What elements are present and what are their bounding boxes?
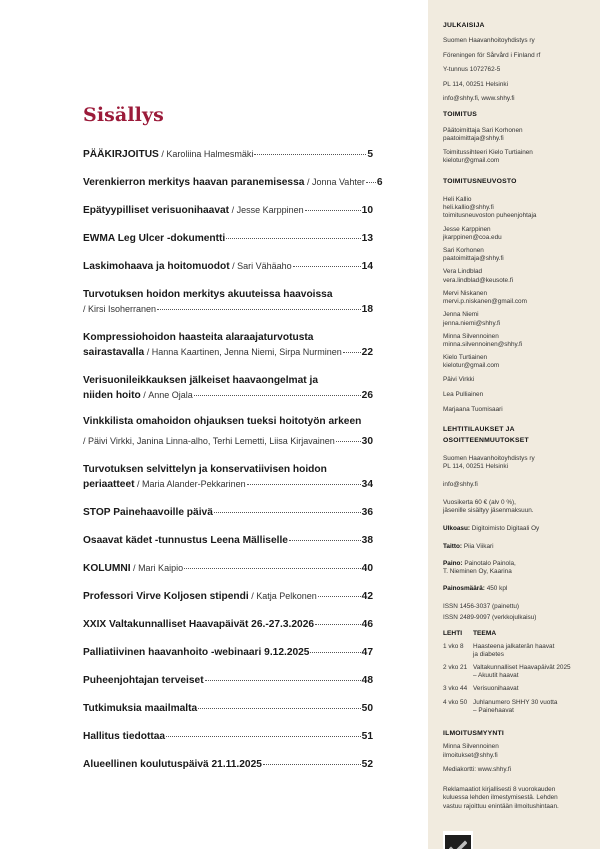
- toc-entry-title: EWMA Leg Ulcer -dokumentti: [83, 233, 226, 244]
- toc-entry-separator: /: [83, 436, 89, 446]
- editor-in-chief: [443, 127, 593, 143]
- credit-typesetting-label: Taitto:: [443, 542, 463, 550]
- subscriptions-heading-line2: OSOITTEENMUUTOKSET: [443, 436, 529, 444]
- toc-entry: [83, 561, 373, 576]
- toc-dot-leader: [336, 441, 361, 442]
- issue-schedule-table: [443, 630, 593, 720]
- credit-layout-value: Digitoimisto Digitaali Oy: [471, 525, 540, 533]
- toc-entry-title: Laskimohaava ja hoitomuodot: [83, 261, 230, 272]
- toc-entry-author: Jonna Vahter: [311, 177, 365, 187]
- toc-entry-line: [83, 729, 373, 744]
- toc-entry-page: 51: [361, 731, 373, 742]
- toc-entry-title: Epätyypilliset verisuonihaavat: [83, 205, 230, 216]
- issue-number: 1 vko 8: [443, 642, 464, 650]
- toc-entry-line: [83, 701, 373, 716]
- toc-entry-line: [83, 147, 373, 162]
- publisher-heading: JULKAISIJA: [443, 22, 485, 29]
- price-line: Vuosikerta 60 € (alv 0 %),: [443, 498, 516, 506]
- board-member: [443, 333, 593, 349]
- credit-print-value: Painotalo Painola,: [464, 559, 516, 567]
- toc-dot-leader: [318, 596, 361, 597]
- issue-theme-line-2: – Painehaavat: [473, 706, 514, 714]
- toc-entry-page: 52: [361, 759, 373, 770]
- toc-entry: [83, 729, 373, 744]
- credit-layout: [443, 525, 593, 533]
- issue-theme: [473, 664, 593, 685]
- toc-entry-separator: /: [248, 591, 257, 601]
- toc-entry-page: 50: [361, 703, 373, 714]
- toc-entry-author: Hanna Kaartinen, Jenna Niemi, Sirpa Nurminen: [151, 347, 342, 357]
- board-member: [443, 391, 593, 399]
- editorial-secretary: [443, 149, 593, 165]
- theme-column-header: TEEMA: [473, 630, 497, 638]
- credit-typesetting: [443, 543, 593, 551]
- subscriptions-postal: PL 114, 00251 Helsinki: [443, 463, 509, 471]
- credit-run-label: Painosmäärä:: [443, 585, 485, 593]
- toc-entry: [83, 175, 383, 190]
- toc-entry-line: [83, 175, 383, 190]
- editor-in-chief-name: Päätoimittaja Sari Korhonen: [443, 126, 523, 134]
- board-member-name: Sari Korhonen: [443, 247, 484, 255]
- toc-entry-page: 10: [361, 205, 373, 216]
- toc-entry-line: [83, 388, 373, 403]
- toc-entry: [83, 645, 373, 660]
- toc-entry-separator: /: [134, 479, 143, 489]
- toc-entry-page: 14: [361, 261, 373, 272]
- toc-entry-title-line: Turvotuksen hoidon merkitys akuuteissa haavoissa: [83, 289, 333, 300]
- toc-entry-page: 40: [361, 563, 373, 574]
- editorial-heading: TOIMITUS: [443, 111, 477, 119]
- toc-entry-page: 22: [361, 347, 373, 358]
- toc-entry-line: [83, 434, 373, 449]
- board-member: [443, 290, 593, 306]
- toc-entry-page: 47: [361, 647, 373, 658]
- toc-entry-title-line: Vinkkilista omahoidon ohjauksen tueksi hoitotyön arkeen: [83, 416, 362, 427]
- credit-run-value: 450 kpl: [486, 585, 508, 593]
- toc-title: Sisällys: [83, 104, 164, 126]
- toc-entry-title: periaatteet: [83, 479, 135, 490]
- toc-entry-line: [83, 302, 373, 317]
- board-member-email: heli.kallio@shhy.fi: [443, 204, 494, 212]
- business-id: Y-tunnus 1072762-5: [443, 66, 501, 74]
- toc-dot-leader: [166, 736, 361, 737]
- issue-row: [443, 664, 593, 685]
- board-member-name: Jenna Niemi: [443, 311, 479, 319]
- board-member: [443, 268, 593, 284]
- toc-dot-leader: [194, 395, 361, 396]
- toc-entry-line: [83, 477, 373, 492]
- complaints-line-1: Reklamaatiot kirjallisesti 8 vuorokauden: [443, 786, 556, 794]
- publisher-contact: info@shhy.fi, www.shhy.fi: [443, 95, 515, 103]
- toc-entry-author: Katja Pelkonen: [256, 591, 317, 601]
- complaints-note: [443, 786, 593, 811]
- credit-print: [443, 560, 593, 576]
- toc-dot-leader: [293, 266, 361, 267]
- issue-number: 3 vko 44: [443, 685, 468, 693]
- credit-print-label: Paino:: [443, 559, 463, 567]
- board-member-email: kielotur@gmail.com: [443, 362, 500, 370]
- toc-dot-leader: [263, 764, 361, 765]
- colophon-panel: [428, 0, 600, 849]
- toc-entry: [83, 617, 373, 632]
- subscriptions-address: [443, 455, 593, 471]
- toc-entry: [83, 147, 373, 162]
- toc-dot-leader: [157, 309, 361, 310]
- toc-entry-separator: /: [140, 390, 149, 400]
- board-member: [443, 354, 593, 370]
- toc-entry: [83, 414, 373, 449]
- toc-entry-author: Karoliina Halmesmäki: [166, 149, 254, 159]
- editorial-secretary-name: Toimitussihteeri Kielo Turtiainen: [443, 149, 533, 157]
- toc-entry-page: 42: [361, 591, 373, 602]
- board-member-name: Kielo Turtiainen: [443, 354, 488, 362]
- board-member: [443, 406, 593, 414]
- issue-row: [443, 685, 593, 698]
- toc-dot-leader: [254, 154, 366, 155]
- toc-entry-page: 26: [361, 390, 373, 401]
- board-member: [443, 196, 593, 221]
- board-member-email: mervi.p.niskanen@gmail.com: [443, 298, 527, 306]
- toc-entry-author: Päivi Virkki, Janina Linna-alho, Terhi Lemetti, Liisa Kirjavainen: [88, 436, 335, 446]
- ad-sales-section: [443, 730, 593, 774]
- toc-entry: [83, 701, 373, 716]
- issue-number: 2 vko 21: [443, 664, 468, 671]
- toc-entry: [83, 231, 373, 246]
- editor-in-chief-email: paatoimittaja@shhy.fi: [443, 135, 504, 143]
- price-note: jäsenille sisältyy jäsenmaksuun.: [443, 506, 534, 514]
- toc-entry-title: Hallitus tiedottaa: [83, 731, 166, 742]
- toc-entry-line: [83, 561, 373, 576]
- board-list: [443, 196, 593, 414]
- complaints-line-2: kuluessa lehden ilmestymisestä. Lehden: [443, 794, 558, 802]
- toc-entry-page: 38: [361, 535, 373, 546]
- toc-dot-leader: [226, 238, 360, 239]
- toc-entry-line: [83, 673, 373, 688]
- issue-column-header: LEHTI: [443, 630, 463, 638]
- toc-entry: [83, 330, 373, 360]
- toc-entry-title-line: Kompressiohoidon haasteita alaraajaturvotusta: [83, 332, 314, 343]
- toc-entry-line: [83, 645, 373, 660]
- issue-theme: [473, 643, 593, 664]
- toc-dot-leader: [305, 210, 361, 211]
- toc-entry-separator: /: [144, 347, 152, 357]
- editorial-secretary-email: kielotur@gmail.com: [443, 157, 500, 165]
- board-section: [443, 178, 593, 414]
- toc-dot-leader: [205, 680, 361, 681]
- issue-theme-line-1: Juhlanumero SHHY 30 vuotta: [473, 698, 558, 706]
- checkmark-icon: [445, 835, 471, 849]
- toc-entry: [83, 505, 373, 520]
- toc-entry-title: Professori Virve Koljosen stipendi: [83, 591, 249, 602]
- board-member-name: Lea Pulliainen: [443, 390, 484, 398]
- toc-entry: [83, 533, 373, 548]
- toc-entry-author: Mari Kaipio: [138, 563, 184, 573]
- toc-entry-title: Tutkimuksia maailmalta: [83, 703, 198, 714]
- toc-entry: [83, 259, 373, 274]
- toc-dot-leader: [315, 624, 361, 625]
- board-member-email: paatoimittaja@shhy.fi: [443, 255, 504, 263]
- toc-entry-title: XXIX Valtakunnalliset Haavapäivät 26.-27.3.2026: [83, 619, 315, 630]
- toc-entry-title: PÄÄKIRJOITUS: [83, 149, 159, 160]
- toc-entry: [83, 462, 373, 492]
- subscriptions-section: [443, 426, 593, 515]
- toc-dot-leader: [214, 512, 361, 513]
- issn-online: ISSN 2489-9097 (verkkojulkaisu): [443, 613, 537, 621]
- toc-entry-separator: /: [83, 304, 89, 314]
- toc-entry-title: Puheenjohtajan terveiset: [83, 675, 204, 686]
- toc-entry-title: Osaavat kädet -tunnustus Leena Mälliselle: [83, 535, 288, 546]
- toc-dot-leader: [198, 708, 360, 709]
- subscription-price: [443, 499, 593, 515]
- toc-entry-page: 48: [361, 675, 373, 686]
- toc-dot-leader: [247, 484, 361, 485]
- toc-entry-title-line: Verisuonileikkauksen jälkeiset haavaongelmat ja: [83, 375, 318, 386]
- board-member-name: Jesse Karppinen: [443, 225, 491, 233]
- board-member-email: minna.silvennoinen@shhy.fi: [443, 340, 523, 348]
- toc-entry-page: 36: [361, 507, 373, 518]
- toc-entry-title-line: Turvotuksen selvittelyn ja konservatiivisen hoidon: [83, 464, 327, 475]
- toc-dot-leader: [366, 182, 376, 183]
- issue-number: 4 vko 50: [443, 698, 468, 706]
- publisher-name: Suomen Haavanhoitoyhdistys ry: [443, 37, 535, 45]
- toc-entry-line: [83, 259, 373, 274]
- board-member: [443, 376, 593, 384]
- toc-entry-separator: /: [229, 261, 238, 271]
- toc-entry-line: [83, 505, 373, 520]
- toc-entry-page: 18: [361, 304, 373, 315]
- board-member-name: Vera Lindblad: [443, 268, 483, 276]
- toc-entry-title: KOLUMNI: [83, 563, 131, 574]
- toc-entry-separator: /: [130, 563, 139, 573]
- toc-entry-separator: /: [158, 149, 167, 159]
- toc-entry-author: Kirsi Isoherranen: [88, 304, 157, 314]
- subscriptions-heading-line1: LEHTITILAUKSET JA: [443, 426, 515, 434]
- board-member: [443, 226, 593, 242]
- board-member-email: jenna.niemi@shhy.fi: [443, 319, 501, 327]
- table-of-contents: [83, 104, 383, 772]
- toc-entry: [83, 287, 373, 317]
- toc-entry-page: 34: [361, 479, 373, 490]
- toc-entry-line: [83, 203, 373, 218]
- publisher-section: [443, 22, 593, 103]
- issue-row: [443, 699, 593, 720]
- toc-entry-author: Jesse Karppinen: [236, 205, 304, 215]
- toc-entry-line: [83, 757, 373, 772]
- issn-block: [443, 603, 593, 622]
- credit-print-run: [443, 585, 593, 593]
- board-member-email: vera.lindblad@keusote.fi: [443, 276, 514, 284]
- board-member-name: Päivi Virkki: [443, 375, 475, 383]
- credit-layout-label: Ulkoasu:: [443, 525, 470, 533]
- toc-entry-page: 46: [361, 619, 373, 630]
- toc-entry-line: [83, 617, 373, 632]
- toc-entry-author: Anne Ojala: [148, 390, 193, 400]
- toc-entry-author: Sari Vähäaho: [237, 261, 292, 271]
- media-kit: Mediakortti: www.shhy.fi: [443, 765, 512, 773]
- board-member-name: Mervi Niskanen: [443, 289, 488, 297]
- toc-entry-title: niiden hoito: [83, 390, 141, 401]
- ad-sales-email: ilmoitukset@shhy.fi: [443, 751, 498, 759]
- board-member-role: toimitusneuvoston puheenjohtaja: [443, 212, 537, 220]
- toc-dot-leader: [343, 352, 361, 353]
- credits-section: [443, 525, 593, 622]
- complaints-line-3: vastuu rajoittuu enintään ilmoitushintaan.: [443, 802, 559, 810]
- publisher-name-swedish: Föreningen för Sårvård i Finland rf: [443, 51, 541, 59]
- responsible-journalism-badge: [443, 831, 473, 849]
- toc-entry-page: 5: [367, 149, 373, 160]
- ad-sales-contact: [443, 743, 593, 759]
- issue-theme-line-2: ja diabetes: [473, 650, 504, 658]
- toc-entry-line: [83, 533, 373, 548]
- toc-dot-leader: [289, 540, 361, 541]
- board-member: [443, 311, 593, 327]
- board-member: [443, 247, 593, 263]
- ad-sales-name: Minna Silvennoinen: [443, 743, 499, 751]
- toc-entry: [83, 757, 373, 772]
- issue-theme-line-1: Haasteena jalkaterän haavat: [473, 642, 555, 650]
- subscriptions-org: Suomen Haavanhoitoyhdistys ry: [443, 454, 535, 462]
- toc-entry-page: 30: [361, 436, 373, 447]
- toc-entry-page: 6: [376, 177, 383, 188]
- credit-typesetting-value: Piia Viikari: [463, 542, 494, 550]
- toc-entry-title: Palliatiivinen haavanhoito -webinaari 9.12.2025: [83, 647, 310, 658]
- toc-entry-separator: /: [304, 177, 312, 187]
- board-heading: TOIMITUSNEUVOSTO: [443, 177, 517, 185]
- toc-entry-page: 13: [361, 233, 373, 244]
- credit-print-value-2: T. Nieminen Oy, Kaarina: [443, 568, 512, 576]
- toc-entry: [83, 673, 373, 688]
- toc-entry-title: Verenkierron merkitys haavan paranemisessa: [83, 177, 305, 188]
- toc-entry-separator: /: [229, 205, 237, 215]
- toc-entry-line: [83, 345, 373, 360]
- publisher-address: PL 114, 00251 Helsinki: [443, 80, 509, 88]
- board-member-name: Minna Silvennoinen: [443, 332, 499, 340]
- toc-entry: [83, 203, 373, 218]
- issue-theme-line-1: Valtakunnalliset Haavapäivät 2025: [473, 664, 571, 671]
- board-member-name: Marjaana Tuomisaari: [443, 405, 503, 413]
- issue-theme: [473, 699, 593, 720]
- toc-entry-title: STOP Painehaavoille päivä: [83, 507, 213, 518]
- subscriptions-email: info@shhy.fi: [443, 481, 478, 489]
- issue-theme: [473, 685, 593, 698]
- issn-print: ISSN 1456-3037 (painettu): [443, 602, 520, 610]
- toc-entry: [83, 373, 373, 403]
- toc-entry-author: Maria Alander-Pekkarinen: [142, 479, 246, 489]
- toc-entry: [83, 589, 373, 604]
- toc-entry-line: [83, 231, 373, 246]
- ad-sales-heading: ILMOITUSMYYNTI: [443, 730, 504, 738]
- toc-list: [83, 147, 383, 772]
- editorial-section: [443, 111, 593, 165]
- toc-dot-leader: [310, 652, 360, 653]
- board-member-email: jkarppinen@coa.edu: [443, 233, 502, 241]
- issue-theme-line-2: – Akuutit haavat: [473, 672, 519, 680]
- toc-dot-leader: [184, 568, 361, 569]
- toc-entry-line: [83, 589, 373, 604]
- issue-row: [443, 643, 593, 664]
- toc-entry-title: Alueellinen koulutuspäivä 21.11.2025: [83, 759, 262, 770]
- board-member-name: Heli Kallio: [443, 196, 472, 204]
- toc-entry-title: sairastavalla: [83, 347, 145, 358]
- issue-theme-line-1: Verisuonihaavat: [473, 685, 519, 693]
